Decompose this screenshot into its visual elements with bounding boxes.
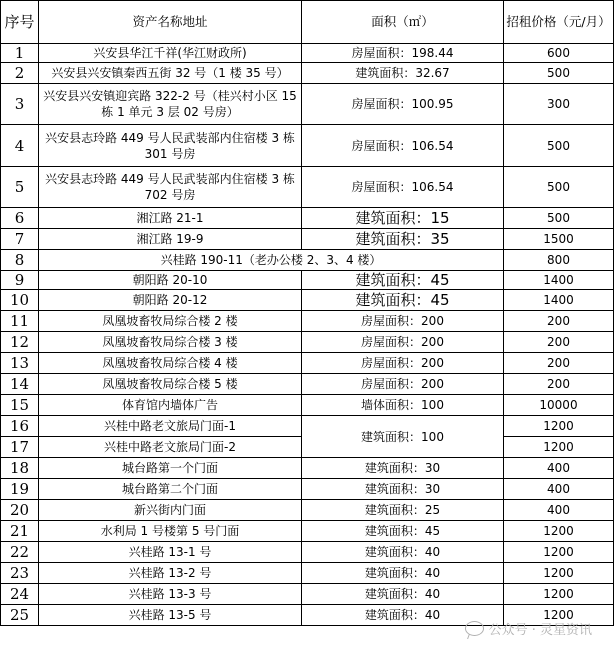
cell-area: 房屋面积：200 <box>302 332 504 353</box>
table-row <box>1 458 614 479</box>
cell-price: 1200 <box>504 563 614 584</box>
cell-area: 建筑面积：32.67 <box>302 63 504 84</box>
header-name: 资产名称地址 <box>39 1 302 44</box>
cell-price: 1200 <box>504 584 614 605</box>
cell-price: 500 <box>504 63 614 84</box>
cell-price: 800 <box>504 250 614 271</box>
table-row <box>1 84 614 125</box>
cell-name: 兴安县兴安镇秦西五街 32 号（1 楼 35 号） <box>39 63 302 84</box>
cell-area: 房屋面积：200 <box>302 311 504 332</box>
cell-name: 凤凰坡畜牧局综合楼 2 楼 <box>39 311 302 332</box>
cell-no: 5 <box>1 167 39 208</box>
table-row <box>1 167 614 208</box>
cell-price: 1400 <box>504 290 614 311</box>
table-row <box>1 374 614 395</box>
cell-name: 朝阳路 20-12 <box>39 290 302 311</box>
cell-area: 房屋面积：200 <box>302 374 504 395</box>
cell-no: 12 <box>1 332 39 353</box>
cell-name: 兴桂路 13-2 号 <box>39 563 302 584</box>
cell-name: 凤凰坡畜牧局综合楼 4 楼 <box>39 353 302 374</box>
cell-area: 建筑面积：40 <box>302 605 504 626</box>
cell-price: 600 <box>504 44 614 63</box>
table-row <box>1 250 614 271</box>
cell-no: 11 <box>1 311 39 332</box>
cell-area: 建筑面积：40 <box>302 542 504 563</box>
cell-no: 10 <box>1 290 39 311</box>
cell-price: 200 <box>504 374 614 395</box>
cell-no: 4 <box>1 125 39 167</box>
cell-no: 8 <box>1 250 39 271</box>
watermark-text: 公众号 · 灵星资讯 <box>488 623 592 638</box>
cell-area: 墙体面积：100 <box>302 395 504 416</box>
cell-area: 建筑面积：40 <box>302 584 504 605</box>
cell-price: 1200 <box>504 542 614 563</box>
table-row <box>1 44 614 63</box>
cell-name: 朝阳路 20-10 <box>39 271 302 290</box>
cell-area: 建筑面积：35 <box>302 229 504 250</box>
cell-price: 1200 <box>504 521 614 542</box>
cell-name: 城台路第一个门面 <box>39 458 302 479</box>
cell-area: 建筑面积：45 <box>302 271 504 290</box>
cell-no: 18 <box>1 458 39 479</box>
cell-price: 10000 <box>504 395 614 416</box>
cell-name: 兴桂中路老文旅局门面-1 <box>39 416 302 437</box>
header-price: 招租价格（元/月） <box>504 1 614 44</box>
cell-name: 城台路第二个门面 <box>39 479 302 500</box>
cell-no: 19 <box>1 479 39 500</box>
table-row <box>1 521 614 542</box>
cell-area: 建筑面积：40 <box>302 563 504 584</box>
cell-name: 兴桂路 13-3 号 <box>39 584 302 605</box>
table-row <box>1 479 614 500</box>
table-row <box>1 290 614 311</box>
cell-area: 房屋面积：106.54 <box>302 167 504 208</box>
cell-no: 16 <box>1 416 39 437</box>
cell-area: 建筑面积：30 <box>302 458 504 479</box>
cell-name: 兴桂路 13-5 号 <box>39 605 302 626</box>
cell-no: 15 <box>1 395 39 416</box>
cell-name: 体育馆内墙体广告 <box>39 395 302 416</box>
table-row <box>1 311 614 332</box>
cell-name: 兴安县华江千祥(华江财政所) <box>39 44 302 63</box>
cell-no: 13 <box>1 353 39 374</box>
cell-price: 1400 <box>504 271 614 290</box>
cell-name: 新兴街内门面 <box>39 500 302 521</box>
header-no: 序号 <box>1 1 39 44</box>
cell-area: 建筑面积：15 <box>302 208 504 229</box>
cell-area: 房屋面积：200 <box>302 353 504 374</box>
cell-price: 500 <box>504 125 614 167</box>
cell-name: 凤凰坡畜牧局综合楼 5 楼 <box>39 374 302 395</box>
cell-price: 300 <box>504 84 614 125</box>
cell-price: 1200 <box>504 605 614 626</box>
cell-no: 2 <box>1 63 39 84</box>
cell-no: 21 <box>1 521 39 542</box>
cell-area: 建筑面积：45 <box>302 521 504 542</box>
cell-name: 湘江路 19-9 <box>39 229 302 250</box>
cell-no: 7 <box>1 229 39 250</box>
table-row <box>1 416 614 437</box>
cell-name: 兴桂路 190-11（老办公楼 2、3、4 楼） <box>39 250 504 271</box>
cell-price: 400 <box>504 458 614 479</box>
cell-no: 9 <box>1 271 39 290</box>
cell-no: 24 <box>1 584 39 605</box>
table-row <box>1 584 614 605</box>
cell-area: 建筑面积：45 <box>302 290 504 311</box>
cell-price: 500 <box>504 167 614 208</box>
cell-price: 200 <box>504 332 614 353</box>
cell-no: 20 <box>1 500 39 521</box>
cell-no: 17 <box>1 437 39 458</box>
table-row <box>1 395 614 416</box>
cell-name: 兴桂路 13-1 号 <box>39 542 302 563</box>
cell-name: 兴安县兴安镇迎宾路 322-2 号（桂兴村小区 15 栋 1 单元 3 层 02 号房） <box>39 84 302 125</box>
table-row <box>1 229 614 250</box>
cell-name: 兴安县志玲路 449 号人民武装部内住宿楼 3 栋 702 号房 <box>39 167 302 208</box>
watermark <box>465 619 592 638</box>
cell-name: 凤凰坡畜牧局综合楼 3 楼 <box>39 332 302 353</box>
table-row <box>1 353 614 374</box>
cell-area: 房屋面积：106.54 <box>302 125 504 167</box>
cell-price: 1200 <box>504 416 614 437</box>
cell-name: 水利局 1 号楼第 5 号门面 <box>39 521 302 542</box>
cell-price: 1200 <box>504 437 614 458</box>
cell-no: 6 <box>1 208 39 229</box>
table-row <box>1 208 614 229</box>
cell-price: 1500 <box>504 229 614 250</box>
cell-name: 兴安县志玲路 449 号人民武装部内住宿楼 3 栋 301 号房 <box>39 125 302 167</box>
cell-area: 建筑面积：100 <box>302 416 504 458</box>
cell-no: 23 <box>1 563 39 584</box>
cell-price: 200 <box>504 311 614 332</box>
table-row <box>1 271 614 290</box>
cell-name: 兴桂中路老文旅局门面-2 <box>39 437 302 458</box>
cell-area: 建筑面积：30 <box>302 479 504 500</box>
cell-no: 22 <box>1 542 39 563</box>
cell-price: 500 <box>504 208 614 229</box>
cell-no: 14 <box>1 374 39 395</box>
cell-no: 1 <box>1 44 39 63</box>
cell-price: 400 <box>504 479 614 500</box>
cell-price: 200 <box>504 353 614 374</box>
cell-no: 25 <box>1 605 39 626</box>
table-row <box>1 563 614 584</box>
table-row <box>1 332 614 353</box>
cell-area: 建筑面积：25 <box>302 500 504 521</box>
chat-bubble-icon <box>465 621 484 636</box>
cell-area: 房屋面积：198.44 <box>302 44 504 63</box>
table-row <box>1 63 614 84</box>
cell-name: 湘江路 21-1 <box>39 208 302 229</box>
table-row <box>1 500 614 521</box>
cell-price: 400 <box>504 500 614 521</box>
table-row <box>1 125 614 167</box>
cell-no: 3 <box>1 84 39 125</box>
header-row <box>1 1 614 44</box>
cell-area: 房屋面积：100.95 <box>302 84 504 125</box>
header-area: 面积（㎡） <box>302 1 504 44</box>
table-row <box>1 542 614 563</box>
